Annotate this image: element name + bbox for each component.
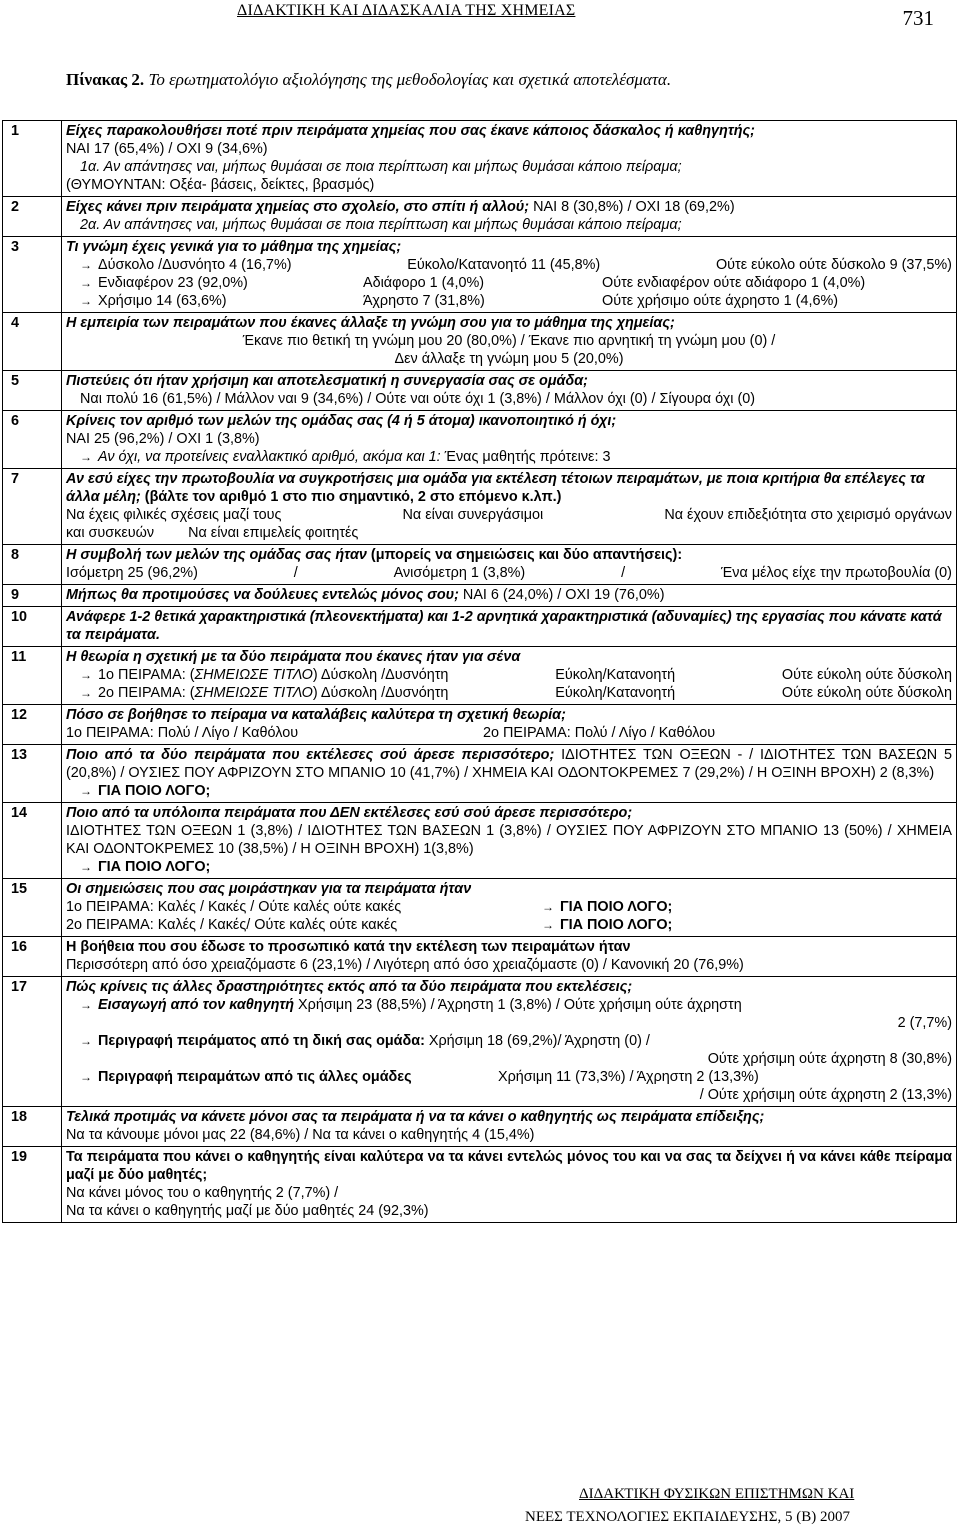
option-text: 2ο ΠΕΙΡΑΜΑ: Πολύ / Λίγο / Καθόλου [483,725,716,741]
table-row [3,411,957,469]
question-number: 12 [3,705,62,745]
question-number: 8 [3,545,62,585]
question-number: 3 [3,237,62,313]
activity-value: / Ούτε χρήσιμη ούτε άχρηστη 2 (13,3%) [699,1087,952,1103]
answer-line [66,564,952,582]
table-row [3,121,957,197]
option-text: Να έχουν επιδεξιότητα στο χειρισμό οργάνων [664,507,952,523]
question-cell [62,879,957,937]
question-cell [62,371,957,411]
question-number: 6 [3,411,62,469]
table-row [3,745,957,803]
page-header [0,0,960,40]
arrow-icon: → [80,784,92,798]
question-cell [62,197,957,237]
separator: / [621,565,626,581]
question-text: Τι γνώμη έχεις γενικά για το μάθημα της χημείας; [66,239,402,255]
question-number: 9 [3,585,62,607]
table-row [3,469,957,545]
arrow-icon: → [80,998,92,1012]
why-prompt: ΓΙΑ ΠΟΙΟ ΛΟΓΟ; [560,917,673,933]
option-text: ) Δύσκολη /Δυσνόητη [312,667,449,683]
question-cell [62,121,957,197]
activity-value: Χρήσιμη 18 (69,2%)/ Άχρηστη (0) / [424,1033,650,1049]
caption-label: Πίνακας 2. [66,70,145,89]
question-cell [62,977,957,1107]
subquestion-text: Αν όχι, να προτείνεις εναλλακτικό αριθμό, ακόμα και 1: [98,449,441,465]
question-number: 4 [3,313,62,371]
activity-label: Περιγραφή πειραμάτων από τις άλλες ομάδες [98,1069,412,1085]
arrow-icon: → [80,1070,92,1084]
caption-text: Το ερωτηματολόγιο αξιολόγησης της μεθοδολογίας και σχετικά αποτελέσματα. [148,70,672,89]
table-row [3,371,957,411]
arrow-icon: → [80,276,92,290]
question-number: 7 [3,469,62,545]
option-text: Χρήσιμο 14 (63,6%) [98,293,227,309]
arrow-icon: → [80,450,92,464]
arrow-icon: → [542,900,554,914]
question-number: 2 [3,197,62,237]
table-row [3,607,957,647]
question-text: Η συμβολή των μελών της ομάδας σας ήταν [66,547,367,563]
table-row [3,937,957,977]
option-text: ) Δύσκολη /Δυσνόητη [312,685,449,701]
footer-line: ΔΙΔΑΚΤΙΚΗ ΦΥΣΙΚΩΝ ΕΠΙΣΤΗΜΩΝ ΚΑΙ [579,1486,855,1502]
option-text: Να είναι συνεργάσιμοι [402,507,544,523]
table-row [3,977,957,1107]
question-cell [62,607,957,647]
question-text: Ανάφερε 1-2 θετικά χαρακτηριστικά (πλεονεκτήματα) και 1-2 αρνητικά χαρακτηριστικά (αδυναμίες) της εργασίας που κάνατε κατά τα πειράματα. [66,609,942,643]
activity-label: Περιγραφή πειράματος από τη δική σας ομάδα: [98,1033,425,1049]
question-note: (βάλτε τον αριθμό 1 στο πιο σημαντικό, 2 στο επόμενο κ.λπ.) [140,489,562,505]
question-number: 10 [3,607,62,647]
page-footer [525,1483,854,1529]
question-number: 13 [3,745,62,803]
question-text: Η βοήθεια που σου έδωσε το προσωπικό κατά την εκτέλεση των πειραμάτων ήταν [66,939,631,955]
question-number: 14 [3,803,62,879]
question-number: 1 [3,121,62,197]
question-cell [62,1107,957,1147]
question-cell [62,469,957,545]
activity-value: Ούτε χρήσιμη ούτε άχρηστη 8 (30,8%) [707,1051,952,1067]
option-text: Εύκολη/Κατανοητή [555,667,676,683]
question-text: Είχες παρακολουθήσει ποτέ πριν πειράματα χημείας που σας έκανε κάποιος δάσκαλος ή καθηγητής; [66,123,755,139]
question-cell [62,745,957,803]
table-row [3,585,957,607]
question-text: Τελικά προτιμάς να κάνετε μόνοι σας τα πειράματα ή να τα κάνει ο καθηγητής ως πειράματα επίδειξης; [66,1109,765,1125]
activity-value: Χρήσιμη 11 (73,3%) / Άχρηστη 2 (13,3%) [498,1069,759,1085]
option-text: Άχρηστο 7 (31,8%) [363,293,485,309]
question-text: Μήπως θα προτιμούσες να δούλευες εντελώς μόνος σου; [66,587,459,603]
option-text: Εύκολο/Κατανοητό 11 (45,8%) [407,257,601,273]
answer-text: Να τα κάνουμε μόνοι μας 22 (84,6%) / Να τα κάνει ο καθηγητής 4 (15,4%) [66,1127,535,1143]
question-text: Είχες κάνει πριν πειράματα χημείας στο σχολείο, στο σπίτι ή αλλού; [66,199,530,215]
option-text: Ανισόμετρη 1 (3,8%) [393,565,526,581]
option-text: Ούτε εύκολη ούτε δύσκολη [781,667,952,683]
question-text: Πιστεύεις ότι ήταν χρήσιμη και αποτελεσματική η συνεργασία σας σε ομάδα; [66,373,588,389]
activity-value: Χρήσιμη 23 (88,5%) / Άχρηστη 1 (3,8%) / Ούτε χρήσιμη ούτε άχρηστη [294,997,742,1013]
question-text: Η εμπειρία των πειραμάτων που έκανες άλλαξε τη γνώμη σου για το μάθημα της χημείας; [66,315,675,331]
question-text: Πώς κρίνεις τις άλλες δραστηριότητες εκτός από τα δύο πειράματα που εκτελέσεις; [66,979,633,995]
answer-text: ΙΔΙΟΤΗΤΕΣ ΤΩΝ ΟΞΕΩΝ - / ΙΔΙΟΤΗΤΕΣ ΤΩΝ ΒΑΣΕΩΝ 5 (20,8%) / ΟΥΣΙΕΣ ΠΟΥ ΑΦΡΙΖΟΥΝ ΣΤΟ ΜΠΑΝΙΟ 10 (41,7%) / ΧΗΜΕΙΑ ΚΑΙ ΟΔΟΝΤΟΚΡΕΜΕΣ 7 (29,2%) / Η ΟΞΙΝΗ ΒΡΟΧΗ) 2 (8,3%) [66,747,953,781]
option-text: Αδιάφορο 1 (4,0%) [363,275,485,291]
question-cell [62,585,957,607]
question-cell [62,1147,957,1223]
table-row [3,1147,957,1223]
answer-line [66,506,952,524]
question-text: Κρίνεις τον αριθμό των μελών της ομάδας σας (4 ή 5 άτομα) ικανοποιητικό ή όχι; [66,413,617,429]
answer-text: ΝΑΙ 6 (24,0%) / ΟΧΙ 19 (76,0%) [458,587,665,603]
table-row [3,545,957,585]
option-text: Να έχεις φιλικές σχέσεις μαζί τους [66,507,282,523]
answer-text: Ναι πολύ 16 (61,5%) / Μάλλον ναι 9 (34,6%) / Ούτε ναι ούτε όχι 1 (3,8%) / Μάλλον όχι (0) / Σίγουρα όχι (0) [80,391,756,407]
table-caption [66,70,671,90]
option-text: Ένα μέλος είχε την πρωτοβουλία (0) [721,565,952,581]
why-prompt: ΓΙΑ ΠΟΙΟ ΛΟΓΟ; [98,859,211,875]
question-number: 11 [3,647,62,705]
question-text: Τα πειράματα που κάνει ο καθηγητής είναι καλύτερα να τα κάνει εντελώς μόνος του και να σας τα δείχνει ή να κάνει κάθε πείραμα μαζί με δύο μαθητές; [66,1149,952,1183]
question-cell [62,803,957,879]
arrow-icon: → [80,258,92,272]
question-text: Οι σημειώσεις που σας μοιράστηκαν για τα πειράματα ήταν [66,881,472,897]
table-row [3,803,957,879]
answer-text: ΝΑΙ 17 (65,4%) / ΟΧΙ 9 (34,6%) [66,141,268,157]
question-number: 5 [3,371,62,411]
question-number: 18 [3,1107,62,1147]
subquestion-text: 2α. Αν απάντησες ναι, μήπως θυμάσαι σε ποια περίπτωση και μήπως θυμάσαι κάποιο πείραμα; [80,217,682,233]
answer-line [66,916,952,934]
question-number: 19 [3,1147,62,1223]
table-row [3,237,957,313]
answer-text: ΝΑΙ 25 (96,2%) / ΟΧΙ 1 (3,8%) [66,431,260,447]
question-cell [62,545,957,585]
answer-line [66,684,952,702]
answer-text: Περισσότερη από όσο χρειαζόμαστε 6 (23,1%) / Λιγότερη από όσο χρειαζόμαστε (0) / Κανονική 20 (76,9%) [66,957,744,973]
option-text: Να είναι επιμελείς φοιτητές [188,525,359,541]
option-text: Ισόμετρη 25 (96,2%) [66,565,198,581]
answer-text: Να κάνει μόνος του ο καθηγητής 2 (7,7%) / [66,1185,339,1201]
running-title: ΔΙΔΑΚΤΙΚΗ ΚΑΙ ΔΙΔΑΣΚΑΛΙΑ ΤΗΣ ΧΗΜΕΙΑΣ [237,2,576,19]
question-cell [62,237,957,313]
question-text: Ποιο από τα υπόλοιπα πειράματα που ΔΕΝ εκτέλεσες εσύ σού άρεσε περισσότερο; [66,805,633,821]
answer-line [66,292,952,310]
question-cell [62,647,957,705]
table-row [3,705,957,745]
question-text: Πόσο σε βοήθησε το πείραμα να καταλάβεις καλύτερα τη σχετική θεωρία; [66,707,566,723]
question-text: Η θεωρία η σχετική με τα δύο πειράματα που έκανες ήταν για σένα [66,649,521,665]
option-text: Ενδιαφέρον 23 (92,0%) [98,275,248,291]
answer-line [66,274,952,292]
question-cell [62,313,957,371]
arrow-icon: → [542,918,554,932]
page-number: 731 [902,6,934,30]
option-text: Ούτε εύκολο ούτε δύσκολο 9 (37,5%) [715,257,952,273]
option-text: Ούτε χρήσιμο ούτε άχρηστο 1 (4,6%) [602,293,839,309]
answer-text: ΙΔΙΟΤΗΤΕΣ ΤΩΝ ΟΞΕΩΝ 1 (3,8%) / ΙΔΙΟΤΗΤΕΣ ΤΩΝ ΒΑΣΕΩΝ 1 (3,8%) / ΟΥΣΙΕΣ ΠΟΥ ΑΦΡΙΖΟΥΝ ΣΤΟ ΜΠΑΝΙΟ 13 (50%) / ΧΗΜΕΙΑ ΚΑΙ ΟΔΟΝΤΟΚΡΕΜΕΣ 10 (38,5%) / Η ΟΞΙΝΗ ΒΡΟΧΗ) 1(3,8%) [66,823,952,857]
option-text: 1ο ΠΕΙΡΑΜΑ: ( [98,667,195,683]
arrow-icon: → [80,668,92,682]
table-row [3,313,957,371]
option-text: 2ο ΠΕΙΡΑΜΑ: ( [98,685,195,701]
arrow-icon: → [80,294,92,308]
question-number: 15 [3,879,62,937]
question-number: 16 [3,937,62,977]
table-row [3,1107,957,1147]
option-text: ΣΗΜΕΙΩΣΕ ΤΙΤΛΟ [194,685,313,701]
why-prompt: ΓΙΑ ΠΟΙΟ ΛΟΓΟ; [560,899,673,915]
subquestion-text: 1α. Αν απάντησες ναι, μήπως θυμάσαι σε ποια περίπτωση και μήπως θυμάσαι κάποιο πείραμα; [80,159,682,175]
question-cell [62,411,957,469]
question-text: Ποιο από τα δύο πειράματα που εκτέλεσες σού άρεσε περισσότερο; [66,747,555,763]
answer-line [66,724,952,742]
subanswer-text: (ΘΥΜΟΥΝΤΑΝ: Οξέα- βάσεις, δείκτες, βρασμός) [66,177,375,193]
option-text: Εύκολη/Κατανοητή [555,685,676,701]
option-text: ΣΗΜΕΙΩΣΕ ΤΙΤΛΟ [194,667,313,683]
question-number: 17 [3,977,62,1107]
answer-line [66,256,952,274]
separator: / [293,565,298,581]
activity-value: 2 (7,7%) [897,1015,952,1031]
option-text: 2ο ΠΕΙΡΑΜΑ: Καλές / Κακές/ Ούτε καλές ούτε κακές [66,917,398,933]
arrow-icon: → [80,860,92,874]
answer-line [66,898,952,916]
questionnaire-table [2,120,957,1223]
option-text: Ούτε εύκολη ούτε δύσκολη [781,685,952,701]
table-row [3,197,957,237]
answer-text: Δεν άλλαξε τη γνώμη μου 5 (20,0%) [394,351,624,367]
arrow-icon: → [80,1034,92,1048]
question-cell [62,705,957,745]
option-text: 1ο ΠΕΙΡΑΜΑ: Πολύ / Λίγο / Καθόλου [66,725,299,741]
footer-line: ΝΕΕΣ ΤΕΧΝΟΛΟΓΙΕΣ ΕΚΠΑΙΔΕΥΣΗΣ, 5 (Β) 2007 [525,1509,850,1525]
option-text: Δύσκολο /Δυσνόητο 4 (16,7%) [98,257,292,273]
option-text: 1ο ΠΕΙΡΑΜΑ: Καλές / Κακές / Ούτε καλές ούτε κακές [66,899,402,915]
subanswer-text: Ένας μαθητής πρότεινε: 3 [440,449,611,465]
arrow-icon: → [80,686,92,700]
answer-text: Έκανε πιο θετική τη γνώμη μου 20 (80,0%) / Έκανε πιο αρνητική τη γνώμη μου (0) / [242,333,776,349]
answer-text: Να τα κάνει ο καθηγητής μαζί με δύο μαθητές 24 (92,3%) [66,1203,429,1219]
question-cell [62,937,957,977]
option-text: Ούτε ενδιαφέρον ούτε αδιάφορο 1 (4,0%) [602,275,866,291]
question-text: Αν εσύ είχες την πρωτοβουλία να συγκροτήσεις μια ομάδα για εκτέλεση τέτοιων πειραμάτων, με ποια κριτήρια θα επέλεγες τα άλλα μέλη; [66,471,925,505]
activity-label: Εισαγωγή από τον καθηγητή [98,997,295,1013]
answer-line [66,524,952,542]
answer-line [66,666,952,684]
question-note: (μπορείς να σημειώσεις και δύο απαντήσεις): [366,547,683,563]
answer-text: ΝΑΙ 8 (30,8%) / ΟΧΙ 18 (69,2%) [529,199,735,215]
why-prompt: ΓΙΑ ΠΟΙΟ ΛΟΓΟ; [98,783,211,799]
table-row [3,879,957,937]
option-text: και συσκευών [66,525,155,541]
table-row [3,647,957,705]
